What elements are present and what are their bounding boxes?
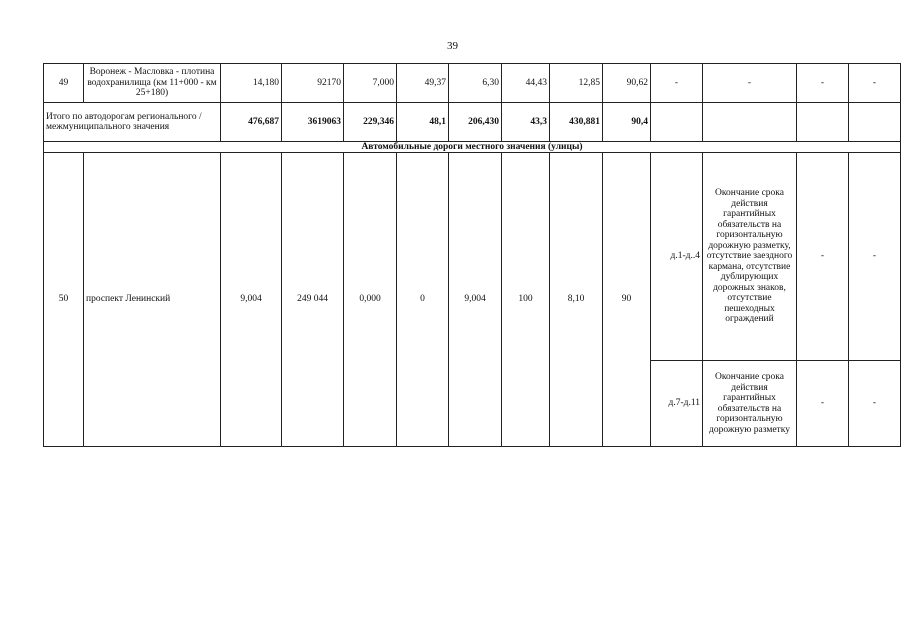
cell: 9,004 xyxy=(221,153,282,447)
cell: 9,004 xyxy=(449,153,502,447)
page-number: 39 xyxy=(447,40,458,52)
cell: 49,37 xyxy=(397,64,449,103)
cell xyxy=(651,103,703,142)
cell: - xyxy=(797,361,849,447)
cell: - xyxy=(849,153,901,361)
cell: 0,000 xyxy=(344,153,397,447)
cell: - xyxy=(849,64,901,103)
cell: - xyxy=(797,64,849,103)
table-row-total xyxy=(44,103,901,142)
defect-description-2: Окончание срока действия гарантийных обязательств на горизонтальную дорожную разметку xyxy=(703,361,797,447)
table-row-49 xyxy=(44,64,901,103)
cell: 476,687 xyxy=(221,103,282,142)
cell: 6,30 xyxy=(449,64,502,103)
cell: 43,3 xyxy=(502,103,550,142)
section-header-row xyxy=(44,142,901,153)
cell: 3619063 xyxy=(282,103,344,142)
cell xyxy=(703,103,797,142)
cell: 206,430 xyxy=(449,103,502,142)
cell: - xyxy=(703,64,797,103)
section-title: Автомобильные дороги местного значения (улицы) xyxy=(44,142,901,153)
road-table xyxy=(43,63,901,447)
cell: 100 xyxy=(502,153,550,447)
cell: - xyxy=(849,361,901,447)
cell: 229,346 xyxy=(344,103,397,142)
cell: 90,62 xyxy=(603,64,651,103)
cell: 90 xyxy=(603,153,651,447)
cell: 90,4 xyxy=(603,103,651,142)
road-name: проспект Ленинский xyxy=(84,153,221,447)
cell: - xyxy=(797,153,849,361)
cell xyxy=(849,103,901,142)
cell xyxy=(797,103,849,142)
total-label: Итого по автодорогам регионального / межмуниципального значения xyxy=(44,103,221,142)
house-range-2: д.7-д.11 xyxy=(651,361,703,447)
row-number: 49 xyxy=(44,64,84,103)
table-row-50 xyxy=(44,153,901,361)
cell: 8,10 xyxy=(550,153,603,447)
cell: 7,000 xyxy=(344,64,397,103)
cell: 249 044 xyxy=(282,153,344,447)
cell: 12,85 xyxy=(550,64,603,103)
cell: 44,43 xyxy=(502,64,550,103)
defect-description-1: Окончание срока действия гарантийных обязательств на горизонтальную дорожную разметку, отсутствие заездного кармана, отсутствие дублирующих дорожных знаков, отсутствие пешеходных ограждений xyxy=(703,153,797,361)
cell: 92170 xyxy=(282,64,344,103)
house-range-1: д.1-д..4 xyxy=(651,153,703,361)
cell: 430,881 xyxy=(550,103,603,142)
road-name: Воронеж - Масловка - плотина водохранилища (км 11+000 - км 25+180) xyxy=(84,64,221,103)
cell: 48,1 xyxy=(397,103,449,142)
row-number: 50 xyxy=(44,153,84,447)
cell: - xyxy=(651,64,703,103)
cell: 0 xyxy=(397,153,449,447)
cell: 14,180 xyxy=(221,64,282,103)
